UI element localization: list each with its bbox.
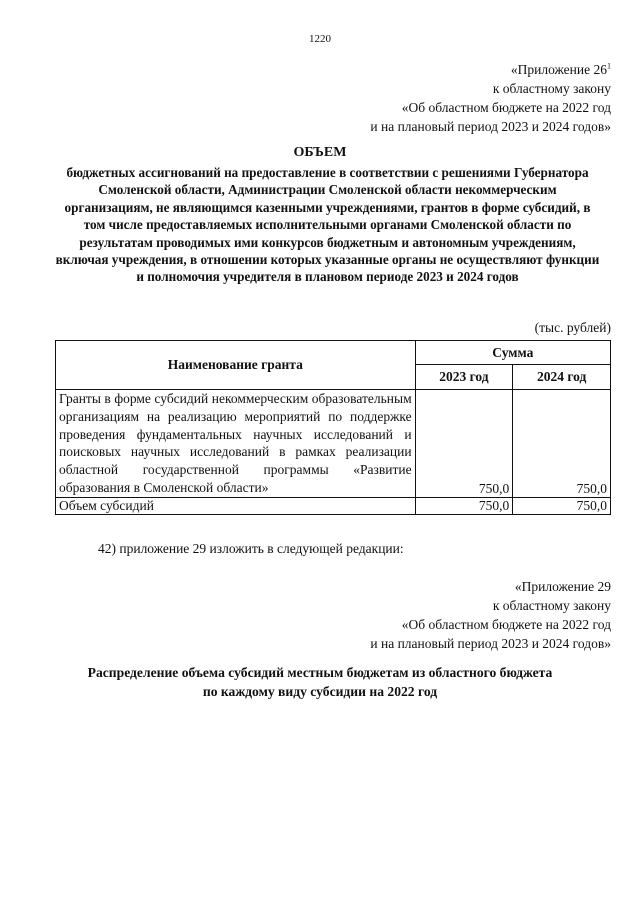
section-title	[0, 663, 640, 701]
annex-header-26	[370, 60, 611, 136]
page-number: 1220	[309, 33, 331, 45]
document-title: ОБЪЕМ	[293, 145, 347, 160]
document-subtitle: бюджетных ассигнований на предоставление в соответствии с решениями Губернатора Смоленской области, Администрации Смоленской области некоммерческим организациям, не являющимся казенными учреждениями, грантов в форме субсидий, в том числе предоставляемых исполнительными органами Смоленской области по результатам проводимых ими конкурсов бюджетным и автономным учреждениям, включая учреждения, в отношении которых указанные органы не осуществляют функции и полномочия учредителя в плановом периоде 2023 и 2024 годов	[55, 165, 600, 285]
section-title-line-1: Распределение объема субсидий местным бюджетам из областного бюджета	[87, 665, 553, 680]
annex-title-line	[370, 60, 611, 79]
annex-title-text: «Приложение 26	[510, 62, 607, 77]
grants-table	[55, 340, 611, 515]
amount-2024-cell: 750,0	[513, 390, 611, 498]
annex-superscript: 1	[607, 61, 611, 71]
annex-period-line: и на плановый период 2023 и 2024 годов»	[370, 636, 611, 651]
annex-title-line: «Приложение 29	[514, 579, 611, 594]
column-header-sum: Сумма	[415, 341, 610, 365]
annex-header-29	[370, 577, 611, 653]
total-2024-cell: 750,0	[513, 497, 611, 514]
total-2023-cell: 750,0	[415, 497, 513, 514]
annex-budget-line: «Об областном бюджете на 2022 год	[401, 100, 611, 115]
annex-budget-line: «Об областном бюджете на 2022 год	[401, 617, 611, 632]
column-header-name: Наименование гранта	[56, 341, 416, 390]
annex-law-line: к областному закону	[492, 598, 611, 613]
table-total-row	[56, 497, 611, 514]
section-title-line-2: по каждому виду субсидии на 2022 год	[202, 684, 438, 699]
table-row	[56, 390, 611, 498]
total-label-cell: Объем субсидий	[56, 497, 416, 514]
amount-2023-cell: 750,0	[415, 390, 513, 498]
paragraph-42: 42) приложение 29 изложить в следующей редакции:	[98, 541, 404, 556]
annex-period-line: и на плановый период 2023 и 2024 годов»	[370, 119, 611, 134]
units-label: (тыс. рублей)	[534, 320, 611, 335]
annex-law-line: к областному закону	[492, 81, 611, 96]
table-header-row	[56, 341, 611, 365]
grant-name-cell: Гранты в форме субсидий некоммерческим образовательным организациям на реализацию мероприятий по поддержке проведения фундаментальных научных исследований и поисковых научных исследований в рамках реализации областной государственной программы «Развитие образования в Смоленской области»	[56, 390, 416, 498]
column-header-2023: 2023 год	[415, 365, 513, 390]
column-header-2024: 2024 год	[513, 365, 611, 390]
